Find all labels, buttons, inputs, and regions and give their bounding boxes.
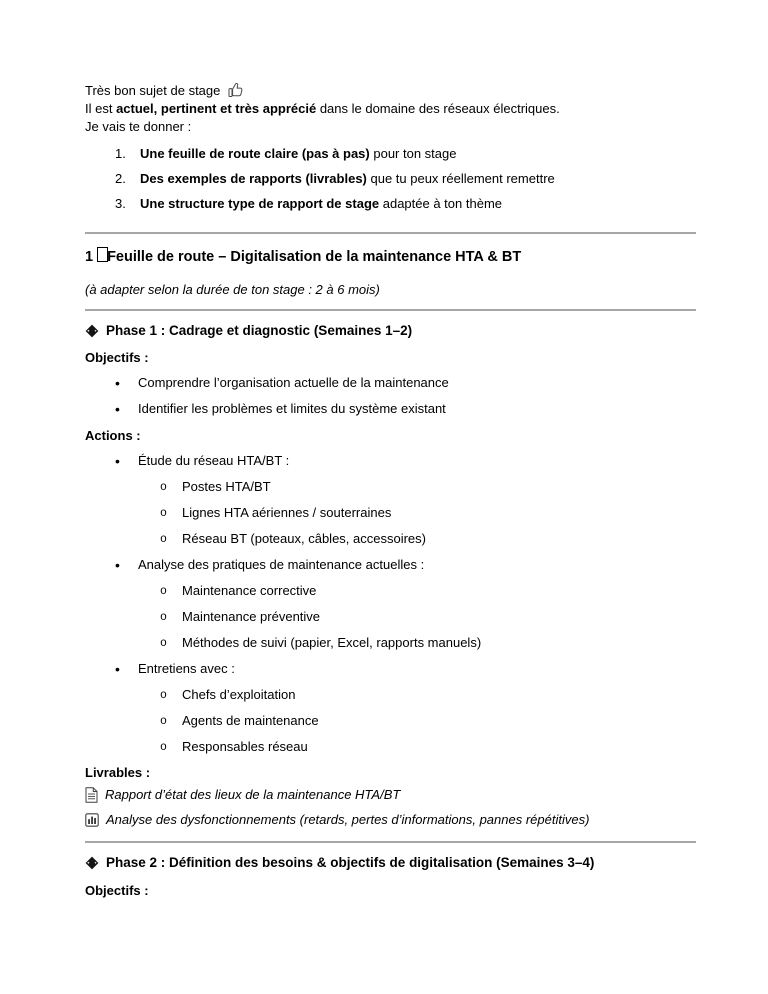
bullet-text: Analyse des pratiques de maintenance actuelles : [138, 557, 425, 572]
sub-bullet-item [85, 712, 696, 731]
list-item [85, 195, 696, 213]
sub-bullet-item [85, 504, 696, 523]
numbered-list [85, 145, 696, 213]
horizontal-rule [85, 841, 696, 843]
objectifs-list [85, 374, 696, 419]
sub-bullet-marker [160, 738, 182, 757]
intro-line-2-bold: actuel, pertinent et très apprécié [112, 101, 317, 116]
sub-bullet-text: Lignes HTA aériennes / souterraines [182, 505, 392, 520]
list-item-rest: pour ton stage [369, 146, 457, 161]
horizontal-rule [85, 309, 696, 311]
phase1-heading [85, 322, 696, 340]
bullet-marker [115, 452, 138, 471]
livrable-text: Rapport d’état des lieux de la maintenance HTA/BT [105, 787, 401, 802]
sub-bullet-text: Agents de maintenance [182, 713, 319, 728]
list-item-rest: que tu peux réellement remettre [366, 171, 555, 186]
sub-bullet-text: Postes HTA/BT [182, 479, 271, 494]
livrable-item [85, 785, 696, 804]
bullet-marker [115, 400, 138, 419]
section-subtitle: (à adapter selon la durée de ton stage : 2 à 6 mois) [85, 282, 380, 297]
list-item-text [140, 145, 456, 163]
intro-text-1: Très bon sujet de stage [85, 83, 221, 98]
sub-bullet-item [85, 738, 696, 757]
thumbs-up-icon [228, 82, 244, 98]
sub-bullet-text: Maintenance préventive [182, 609, 321, 624]
bullet-item [85, 660, 696, 679]
sub-bullet-item [85, 582, 696, 601]
phase1-heading-text: Phase 1 : Cadrage et diagnostic (Semaines 1–2) [106, 323, 413, 338]
intro-line-2-suffix: dans le domaine des réseaux électriques. [316, 101, 560, 116]
sub-bullet-marker [160, 530, 182, 549]
sub-bullet-text: Chefs d’exploitation [182, 687, 296, 702]
objectifs-label: Objectifs : [85, 883, 149, 898]
list-item [85, 170, 696, 188]
sub-bullet-marker [160, 478, 182, 497]
intro-line-3: Je vais te donner : [85, 119, 192, 134]
diamond-icon [85, 324, 99, 338]
intro-line-1 [85, 82, 696, 100]
bullet-text: Entretiens avec : [138, 661, 235, 676]
livrable-text: Analyse des dysfonctionnements (retards, pertes d’informations, pannes répétitives) [106, 812, 590, 827]
objectifs-label: Objectifs : [85, 350, 149, 365]
actions-label: Actions : [85, 428, 141, 443]
bullet-marker [115, 374, 138, 393]
intro-line-2 [85, 100, 696, 118]
bullet-text: Comprendre l’organisation actuelle de la maintenance [138, 375, 449, 390]
actions-list [85, 452, 696, 757]
intro-line-2-prefix: Il est [85, 101, 113, 116]
sub-bullet-item [85, 608, 696, 627]
livrables-label: Livrables : [85, 765, 151, 780]
bullet-item [85, 556, 696, 575]
sub-bullet-item [85, 478, 696, 497]
sub-bullet-marker [160, 634, 182, 653]
sub-bullet-text: Réseau BT (poteaux, câbles, accessoires) [182, 531, 426, 546]
list-item-bold: Une feuille de route claire (pas à pas) [140, 146, 370, 161]
phase2-heading-text: Phase 2 : Définition des besoins & objectifs de digitalisation (Semaines 3–4) [106, 855, 595, 870]
bullet-marker [115, 556, 138, 575]
list-item-number: 1. [115, 146, 126, 161]
sub-bullet-text: Maintenance corrective [182, 583, 317, 598]
sub-bullet-marker [160, 608, 182, 627]
section-number: 1 [85, 249, 94, 265]
bullet-text: Étude du réseau HTA/BT : [138, 453, 290, 468]
bullet-item [85, 374, 696, 393]
bullet-text: Identifier les problèmes et limites du système existant [138, 401, 446, 416]
sub-bullet-item [85, 634, 696, 653]
section-heading [85, 247, 696, 267]
diamond-icon [85, 856, 99, 870]
sub-bullet-item [85, 530, 696, 549]
section-title: Feuille de route – Digitalisation de la maintenance HTA & BT [107, 249, 522, 265]
bullet-item [85, 400, 696, 419]
list-item-text [140, 195, 502, 213]
list-item [85, 145, 696, 163]
sub-bullet-marker [160, 686, 182, 705]
sub-bullet-marker [160, 582, 182, 601]
sub-bullet-text: Responsables réseau [182, 739, 308, 754]
list-item-text [140, 170, 555, 188]
list-item-number: 3. [115, 196, 126, 211]
list-item-bold: Une structure type de rapport de stage [140, 196, 380, 211]
sub-bullet-item [85, 686, 696, 705]
bullet-item [85, 452, 696, 471]
phase2-heading [85, 854, 696, 872]
list-item-rest: adaptée à ton thème [379, 196, 502, 211]
document-icon [85, 787, 98, 803]
horizontal-rule [85, 232, 696, 234]
bar-chart-icon [85, 813, 99, 827]
sub-bullet-marker [160, 712, 182, 731]
bullet-marker [115, 660, 138, 679]
sub-bullet-marker [160, 504, 182, 523]
list-item-number: 2. [115, 171, 126, 186]
sub-bullet-text: Méthodes de suivi (papier, Excel, rapports manuels) [182, 635, 482, 650]
list-item-bold: Des exemples de rapports (livrables) [140, 171, 367, 186]
livrable-item [85, 810, 696, 829]
